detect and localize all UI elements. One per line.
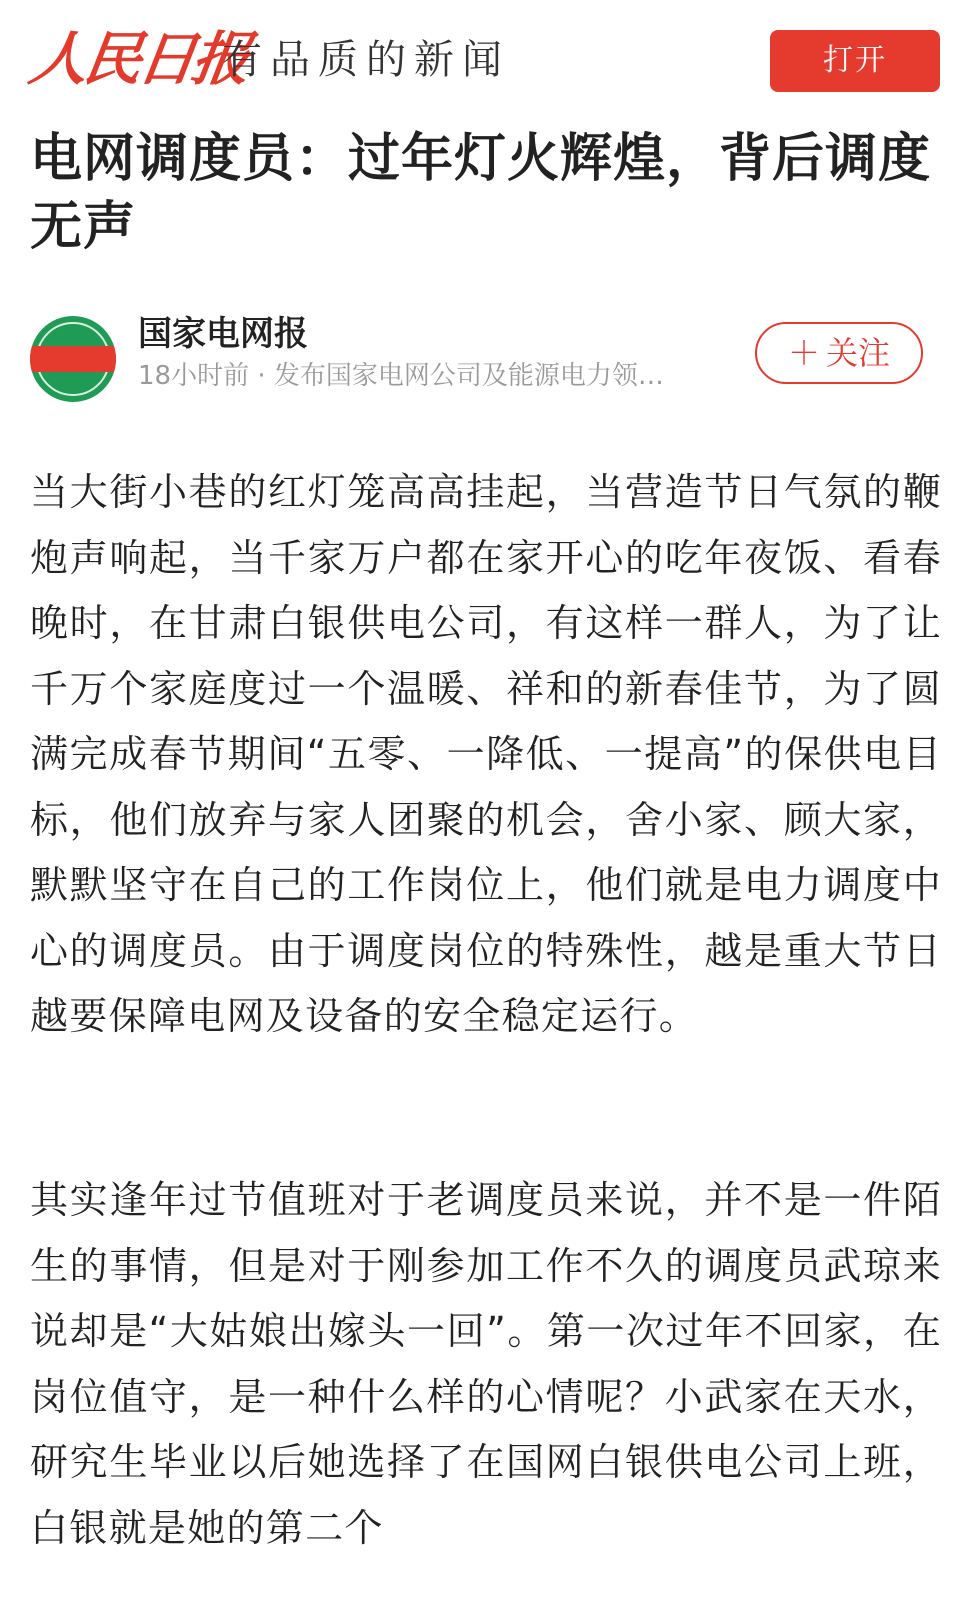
peoples-daily-logo[interactable]: 人民日报 [25, 25, 251, 93]
top-bar [0, 0, 972, 118]
author-name[interactable]: 国家电网报 [138, 314, 308, 354]
author-row [0, 300, 972, 410]
state-grid-news-logo-icon[interactable] [30, 316, 116, 402]
article-paragraph: 其实逢年过节值班对于老调度员来说，并不是一件陌生的事情，但是对于刚参加工作不久的调度员武琼来说却是“大姑娘出嫁头一回”。第一次过年不回家，在岗位值守，是一种什么样的心情呢？小武家在天水，研究生毕业以后她选择了在国网白银供电公司上班，白银就是她的第二个 [30, 1178, 942, 1550]
follow-button[interactable] [755, 322, 923, 384]
article-paragraph: 当大街小巷的红灯笼高高挂起，当营造节日气氛的鞭炮声响起，当千家万户都在家开心的吃年夜饭、看春晚时，在甘肃白银供电公司，有这样一群人，为了让千万个家庭度过一个温暖、祥和的新春佳节，为了圆满完成春节期间“五零、一降低、一提高”的保供电目标，他们放弃与家人团聚的机会，舍小家、顾大家，默默坚守在自己的工作岗位上，他们就是电力调度中心的调度员。由于调度岗位的特殊性，越是重大节日越要保障电网及设备的安全稳定运行。 [30, 470, 942, 1038]
plus-icon: ＋ [787, 334, 820, 372]
article-title: 电网调度员：过年灯火辉煌，背后调度无声 [30, 129, 932, 257]
follow-button-label: 关注 [826, 334, 891, 372]
slogan: 有品质的新闻 [222, 37, 510, 83]
avatar-band [30, 346, 116, 372]
open-app-button[interactable]: 打开 [770, 30, 940, 92]
author-meta: 18小时前 · 发布国家电网公司及能源电力领… [138, 361, 664, 391]
